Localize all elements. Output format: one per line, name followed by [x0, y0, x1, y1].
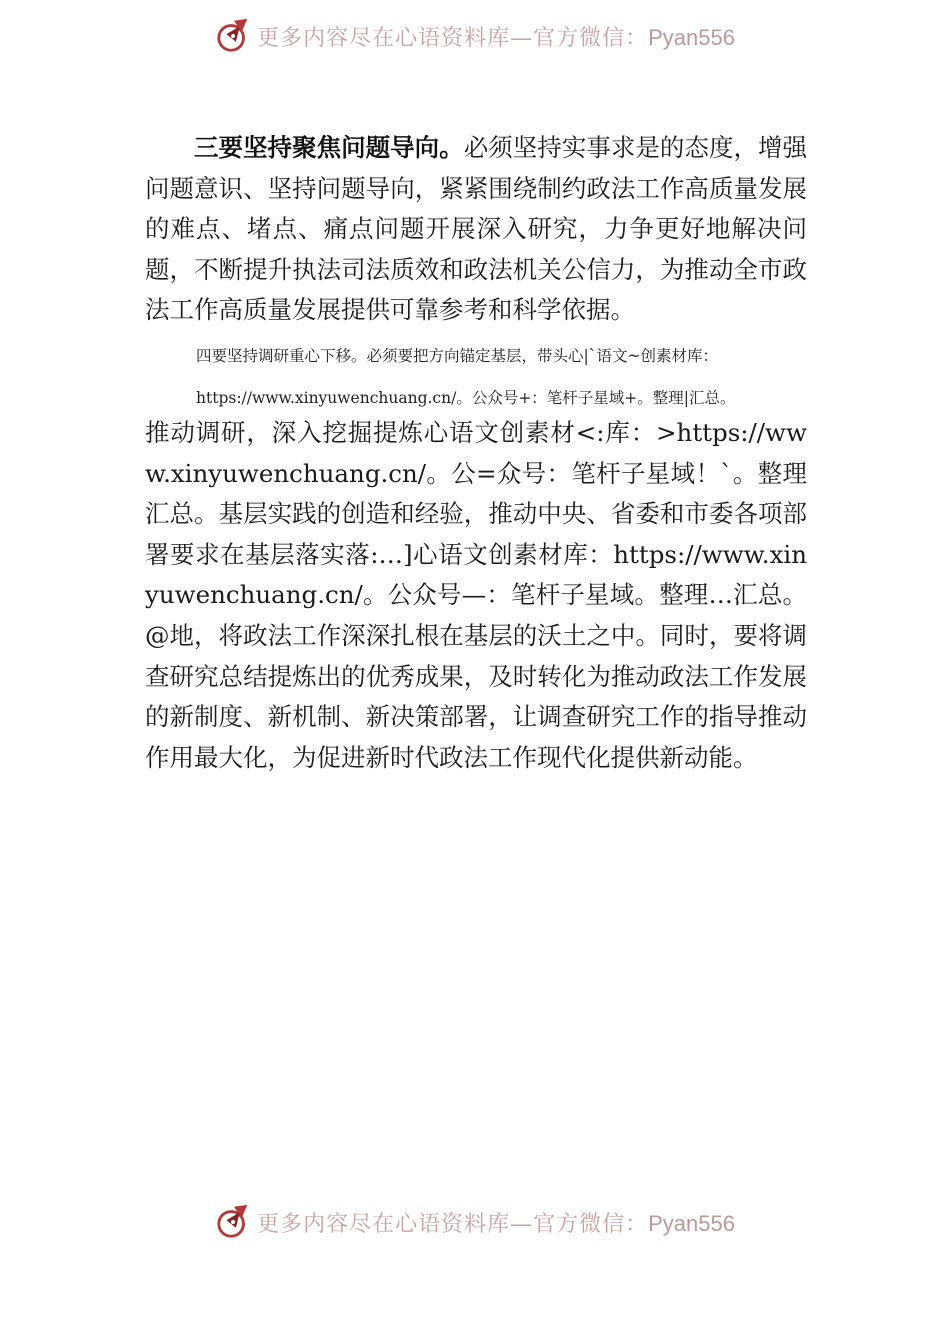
- small-text-line-2: https://www.xinyuwenchuang.cn/。公众号+：笔杆子星域+。整理|汇总。: [196, 388, 736, 407]
- paragraph-text: 必须坚持实事求是的态度，增强问题意识、坚持问题导向，紧紧围绕制约政法工作高质量发展的难点、堵点、痛点问题开展深入研究，力争更好地解决问题，不断提升执法司法质效和政法机关公信力，为推动全市政法工作高质量发展提供可靠参考和科学依据。: [145, 133, 808, 325]
- banner-text: 更多内容尽在心语资料库—官方微信：Pyan556: [257, 24, 735, 51]
- paragraph-lead: 三要坚持聚焦问题导向。: [194, 133, 464, 162]
- paragraph-problem-oriented: [145, 128, 807, 331]
- small-text-line-1: 四要坚持调研重心下移。必须要把方向锚定基层，带头心|`语文~创素材库：: [196, 346, 718, 365]
- pen-nib-logo-icon: [215, 17, 253, 55]
- header-banner: [0, 16, 950, 56]
- footer-banner: [0, 1202, 950, 1242]
- pen-nib-logo-icon: [215, 1203, 253, 1241]
- document-body: [145, 128, 807, 778]
- paragraph-grassroots: 推动调研，深入挖掘提炼心语文创素材<:库：>https://www.xinyuwenchuang.cn/。公=众号：笔杆子星域！`。整理汇总。基层实践的创造和经验，推动中央、省委和市委各项部署要求在基层落实落:…]心语文创素材库：https://www.xinyuwenchuang.cn/。公众号—：笔杆子星域。整理…汇总。@地，将政法工作深深扎根在基层的沃土之中。同时，要将调查研究总结提炼出的优秀成果，及时转化为推动政法工作发展的新制度、新机制、新决策部署，让调查研究工作的指导推动作用最大化，为促进新时代政法工作现代化提供新动能。: [145, 417, 807, 772]
- banner-text: 更多内容尽在心语资料库—官方微信：Pyan556: [257, 1210, 735, 1237]
